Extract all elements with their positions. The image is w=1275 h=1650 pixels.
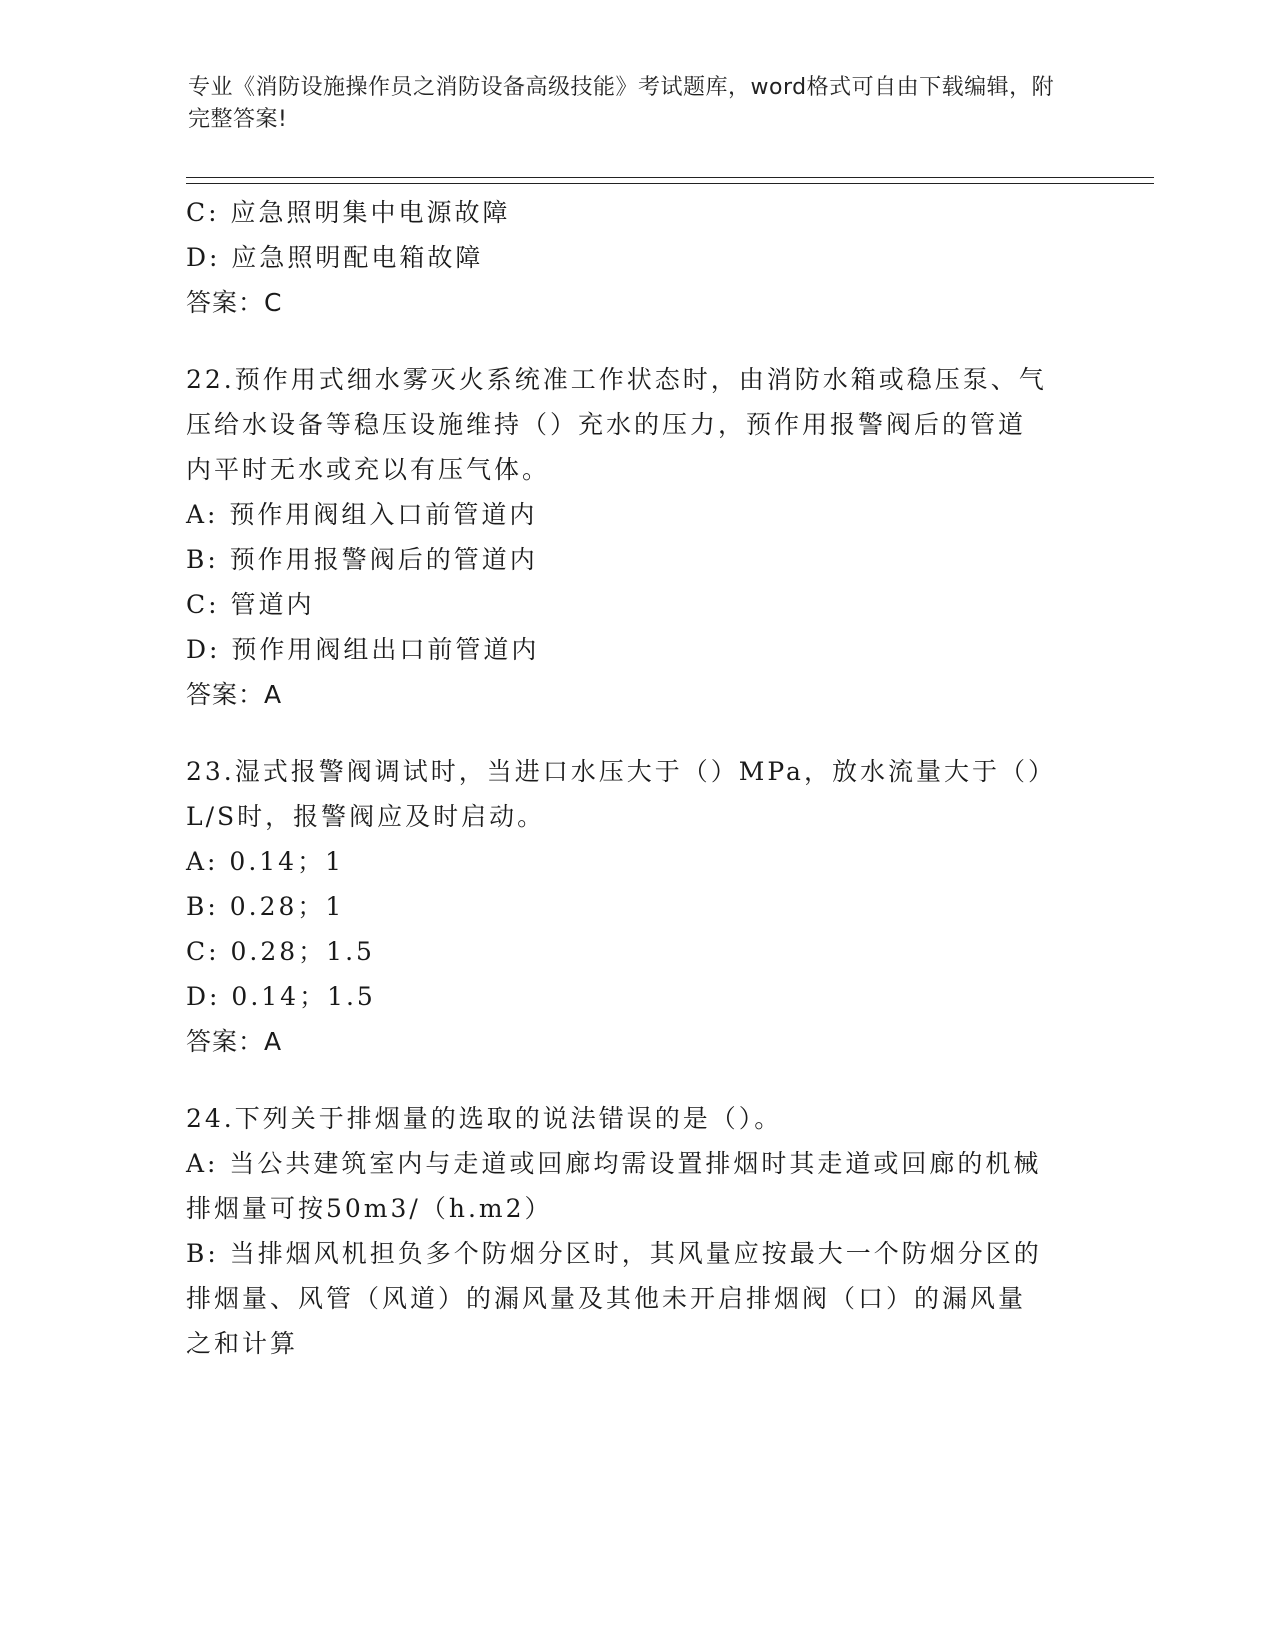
question-23 <box>186 749 1086 1064</box>
option-a-line: 排烟量可按50m3/（h.m2） <box>186 1194 553 1223</box>
question-stem-line: 压给水设备等稳压设施维持（）充水的压力，预作用报警阀后的管道 <box>186 410 1027 439</box>
option-a: A: 预作用阀组入口前管道内 <box>186 500 538 529</box>
document-body <box>186 190 1086 1366</box>
question-stem-line: 23.湿式报警阀调试时，当进口水压大于（）MPa，放水流量大于（） <box>186 757 1056 786</box>
option-b: B: 0.28；1 <box>186 892 345 921</box>
option-b-line: 排烟量、风管（风道）的漏风量及其他未开启排烟阀（口）的漏风量 <box>186 1284 1027 1313</box>
question-24 <box>186 1096 1086 1366</box>
page-header: 专业《消防设施操作员之消防设备高级技能》考试题库，word格式可自由下载编辑，附完整答案! <box>188 75 1055 132</box>
option-d: D: 预作用阀组出口前管道内 <box>186 635 540 664</box>
option-d: D: 0.14；1.5 <box>186 982 376 1011</box>
option-b-line: 之和计算 <box>186 1329 299 1358</box>
option-c: C: 管道内 <box>186 590 315 619</box>
option-b-line: B: 当排烟风机担负多个防烟分区时，其风量应按最大一个防烟分区的 <box>186 1239 1042 1268</box>
option-c: C: 应急照明集中电源故障 <box>186 198 511 227</box>
header-divider-bottom <box>186 183 1154 184</box>
answer-line: 答案：A <box>186 1027 283 1056</box>
question-stem-line: 22.预作用式细水雾灭火系统准工作状态时，由消防水箱或稳压泵、气 <box>186 365 1047 394</box>
option-b: B: 预作用报警阀后的管道内 <box>186 545 538 574</box>
option-d: D: 应急照明配电箱故障 <box>186 243 484 272</box>
option-a-line: A: 当公共建筑室内与走道或回廊均需设置排烟时其走道或回廊的机械 <box>186 1149 1042 1178</box>
answer-line: 答案：C <box>186 288 283 317</box>
question-22 <box>186 357 1086 717</box>
question-21-tail <box>186 190 1086 325</box>
header-divider-top <box>186 177 1154 178</box>
answer-line: 答案：A <box>186 680 283 709</box>
question-stem-line: 内平时无水或充以有压气体。 <box>186 455 551 484</box>
option-a: A: 0.14；1 <box>186 847 344 876</box>
option-c: C: 0.28；1.5 <box>186 937 375 966</box>
question-stem-line: L/S时，报警阀应及时启动。 <box>186 802 546 831</box>
question-stem-line: 24.下列关于排烟量的选取的说法错误的是（）。 <box>186 1104 783 1133</box>
